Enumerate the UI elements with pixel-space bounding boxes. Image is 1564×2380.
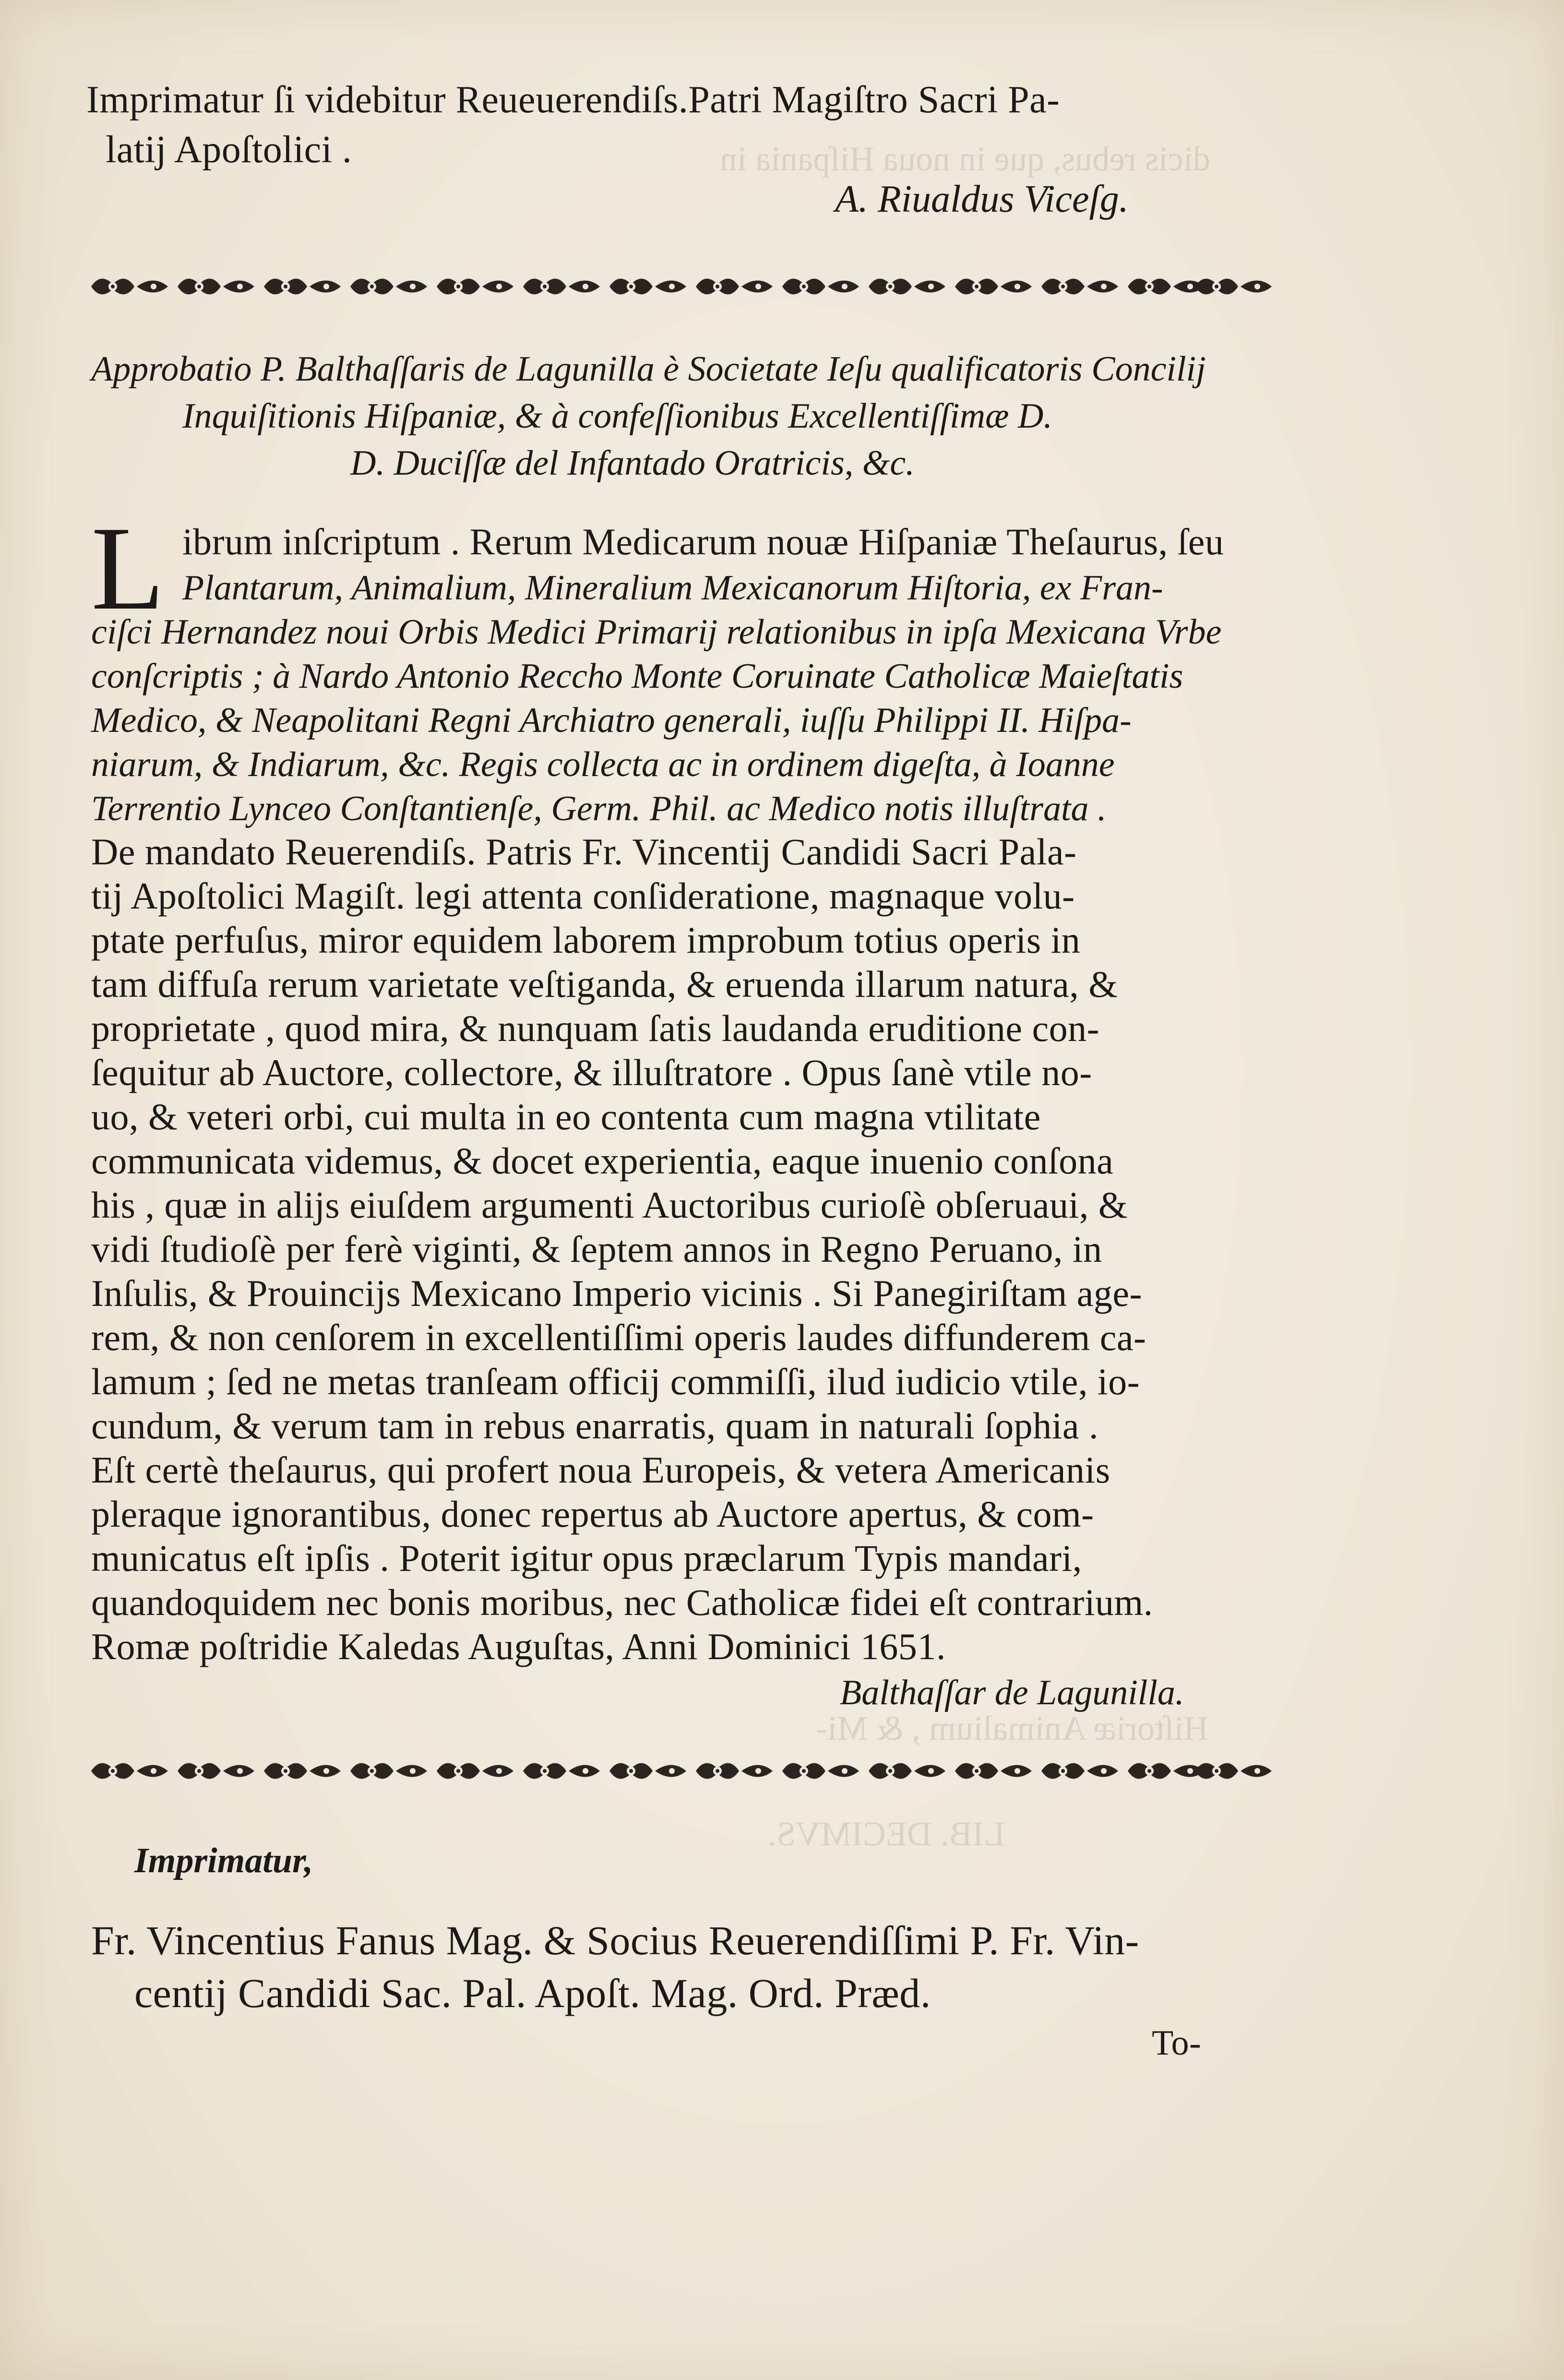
bleed-through-text: LIB. DECIMVS. <box>768 1815 1005 1853</box>
body-line: municatus eſt ipſis . Poterit igitur opus præclarum Typis mandari, <box>91 1537 1082 1579</box>
body-line: ibrum inſcriptum . Rerum Medicarum nouæ Hiſpaniæ Theſaurus, ſeu <box>182 521 1224 562</box>
imprimatur-line: centij Candidi Sac. Pal. Apoſt. Mag. Ord. Præd. <box>134 1970 931 2016</box>
imprimatur-signature: A. Riualdus Viceſg. <box>835 178 1129 220</box>
body-line: Eſt certè theſaurus, qui profert noua Europeis, & vetera Americanis <box>91 1449 1110 1491</box>
body-line: ſequitur ab Auctore, collectore, & illuſtratore . Opus ſanè vtile no- <box>91 1052 1092 1093</box>
body-line: rem, & non cenſorem in excellentiſſimi operis laudes diffunderem ca- <box>91 1316 1146 1358</box>
approbatio-line: D. Duciſſæ del Infantado Oratricis, &c. <box>350 443 915 483</box>
body-line: Plantarum, Animalium, Mineralium Mexicanorum Hiſtoria, ex Fran- <box>182 568 1163 608</box>
body-line: his , quæ in alijs eiuſdem argumenti Auctoribus curioſè obſeruaui, & <box>91 1184 1128 1226</box>
catchword: To- <box>1152 2023 1202 2063</box>
body-line: uo, & veteri orbi, cui multa in eo contenta cum magna vtilitate <box>91 1096 1041 1137</box>
body-line: cundum, & verum tam in rebus enarratis, quam in naturali ſophia . <box>91 1405 1098 1447</box>
body-line: Romæ poſtridie Kaledas Auguſtas, Anni Dominici 1651. <box>91 1626 946 1667</box>
body-line: conſcriptis ; à Nardo Antonio Reccho Monte Coruinate Catholicæ Maieſtatis <box>91 657 1183 696</box>
body-line: pleraque ignorantibus, donec repertus ab Auctore apertus, & com- <box>91 1493 1094 1535</box>
body-line: Medico, & Neapolitani Regni Archiatro generali, iuſſu Philippi II. Hiſpa- <box>91 701 1132 740</box>
body-line: Inſulis, & Prouincijs Mexicano Imperio vicinis . Si Panegiriſtam age- <box>91 1272 1142 1314</box>
imprimatur-line: Imprimatur ſi videbitur Reueuerendiſs.Patri Magiſtro Sacri Pa- <box>86 79 1060 121</box>
ornament-band <box>86 1754 1277 1788</box>
approbatio-signature: Balthaſſar de Lagunilla. <box>840 1673 1184 1712</box>
imprimatur-line: Fr. Vincentius Fanus Mag. & Socius Reuerendiſſimi P. Fr. Vin- <box>91 1917 1139 1963</box>
body-line: communicata videmus, & docet experientia, eaque inuenio conſona <box>91 1140 1114 1182</box>
approbatio-line: Inquiſitionis Hiſpaniæ, & à confeſſionibus Excellentiſſimæ D. <box>182 396 1052 436</box>
body-line: tam diffuſa rerum varietate veſtiganda, & eruenda illarum natura, & <box>91 963 1118 1005</box>
body-line: quandoquidem nec bonis moribus, nec Catholicæ fidei eſt contrarium. <box>91 1581 1153 1623</box>
imprimatur-line: latij Apoſtolici . <box>106 129 352 171</box>
body-line: proprietate , quod mira, & nunquam ſatis laudanda eruditione con- <box>91 1007 1100 1049</box>
bleed-through-text: dicis rebus, que in noua Hiſpania in <box>720 140 1210 178</box>
body-line: ciſci Hernandez noui Orbis Medici Primarij relationibus in ipſa Mexicana Vrbe <box>91 612 1222 652</box>
body-line: ptate perfuſus, miror equidem laborem improbum totius operis in <box>91 919 1081 961</box>
approbatio-line: Approbatio P. Balthaſſaris de Lagunilla è Societate Ieſu qualificatoris Concilij <box>91 349 1206 389</box>
body-line: De mandato Reuerendiſs. Patris Fr. Vincentij Candidi Sacri Pala- <box>91 831 1077 873</box>
body-line: tij Apoſtolici Magiſt. legi attenta conſideratione, magnaque volu- <box>91 875 1075 917</box>
body-line: Terrentio Lynceo Conſtantienſe, Germ. Phil. ac Medico notis illuſtrata . <box>91 789 1107 828</box>
ornament-band <box>86 270 1277 303</box>
drop-cap: L <box>91 502 165 635</box>
body-line: vidi ſtudioſè per ferè viginti, & ſeptem annos in Regno Peruano, in <box>91 1228 1102 1270</box>
body-line: lamum ; ſed ne metas tranſeam officij commiſſi, ilud iudicio vtile, io- <box>91 1361 1140 1402</box>
body-line: niarum, & Indiarum, &c. Regis collecta ac in ordinem digeſta, à Ioanne <box>91 745 1115 784</box>
bleed-through-text: Hiſtoriæ Animalium , & Mi- <box>816 1709 1209 1747</box>
imprimatur-heading: Imprimatur, <box>134 1841 313 1880</box>
